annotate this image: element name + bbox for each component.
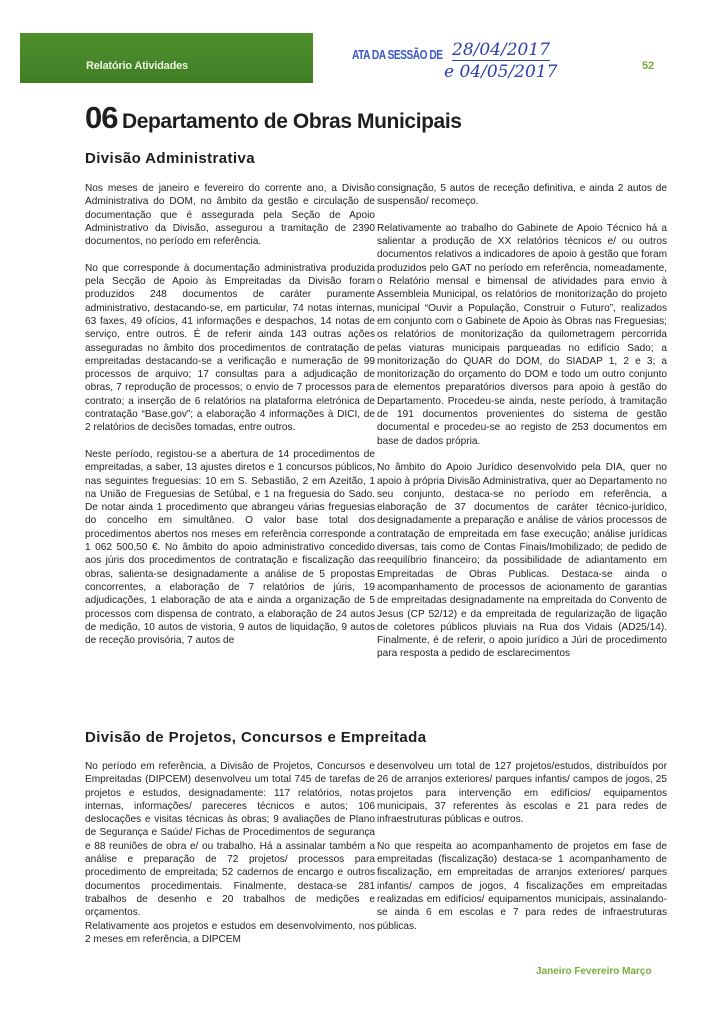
chapter-number: 06 [85, 100, 118, 135]
paragraph: No período em referência, a Divisão de Projetos, Concursos e Empreitadas (DIPCEM) desenvolveu um total 745 de tarefas de projetos e estudos, designadamente: 117 relatórios, notas internas, informações/ pareceres técnicos e autos; 106 deslocações e visitas técnicas às obras; 9 avaliações de Plano de Segurança e Saúde/ Fichas de Procedimentos de segurança e 88 reuniões de obra e/ ou trabalho. Há a assinalar também a análise e preparação de 72 projetos/ processos para procedimento de empreitada; 52 cadernos de encargo e outros documentos procedimentais. Finalmente, destaca-se 281 trabalhos de desenho e 20 trabalhos de medições e orçamentos. [85, 761, 375, 919]
stamp-label: ATA DA SESSÃO DE [352, 47, 443, 62]
paragraph: No que corresponde à documentação administrativa produzida pela Secção de Apoio às Empreitadas da Divisão foram produzidos 248 documentos de caráter puramente administrativo, destacando-se, em particular, 74 notas internas, 63 faxes, 49 ofícios, 41 informações e despachos, 14 notas de serviço, entre outros. É de referir ainda 143 outras ações asseguradas no âmbito dos procedimentos de contratação de empreitadas destacando-se a verificação e numeração de 99 processos de arquivo; 17 consultas para a adjudicação de obras, 7 reprodução de processos; o envio de 7 processos para contrato; a inserção de 6 relatórios na plataforma eletrónica de contratação “Base.gov”; a elaboração 4 informações à DICI, de 2 relatórios de decisões tomadas, entre outros. [85, 262, 375, 434]
paragraph: Relativamente ao trabalho do Gabinete de Apoio Técnico há a salientar a produção de XX relatórios técnicos e/ ou outros documentos relativos a indicadores de apoio à gestão que foram produzidos pelo GAT no período em referência, nomeadamente, o Relatório mensal e bimensal de atividades para envio à Assembleia Municipal, os relatórios de monitorização do projeto municipal “Ouvir a População, Construir o Futuro”, realizados em conjunto com o Gabinete de Apoio às Obras nas Freguesias; os relatórios de monitorização da quilometragem percorrida pelas viaturas municipais parqueadas no edifício Sado; a monitorização do QUAR do DOM, do SIADAP 1, 2 e 3; a monitorização do orçamento do DOM e todo um outro conjunto de elementos preparatórios diversos para apoio à gestão do Departamento. Procedeu-se ainda, neste período, à tramitação de 191 documentos provenientes do sistema de gestão documental e procedeu-se ao registo de 253 documentos em base de dados própria. [377, 222, 667, 447]
paragraph: consignação, 5 autos de receção definitiva, e ainda 2 autos de suspensão/ recomeço. [377, 183, 667, 208]
report-banner [20, 33, 313, 83]
section-1-left-column [85, 182, 375, 647]
section-heading-administrativa: Divisão Administrativa [85, 150, 255, 167]
paragraph: desenvolveu um total de 127 projetos/estudos, distribuídos por 26 de arranjos exteriores/ parques infantis/ campos de jogos, 25 projetos para intervenção em edifícios/ equipamentos municipais, 37 referentes às escolas e 21 para redes de infraestruturas públicas e outros. [377, 761, 667, 826]
stamp-date-1: 28/04/2017 [452, 40, 550, 60]
paragraph: No que respeita ao acompanhamento de projetos em fase de empreitadas (fiscalização) destaca-se 1 acompanhamento de fiscalização, em empreitadas de arranjos exteriores/ parques infantis/ campos de jogos, 4 fiscalizações em empreitadas realizadas em edifícios/ equipamentos municipais, assinalando-se ainda 6 em escolas e 7 para redes de infraestruturas públicas. [377, 840, 667, 932]
paragraph: No âmbito do Apoio Jurídico desenvolvido pela DIA, quer no apoio à própria Divisão Administrativa, quer ao Departamento no seu conjunto, destaca-se no período em referência, a elaboração de 37 documentos de caráter técnico-jurídico, designadamente a preparação e análise de vários processos de contratação de empreitada em fase execução; análise jurídicas diversas, tais como de Contas Finais/Imobilizado; de pedido de reequilíbrio financeiro; da possibilidade de adiantamento em Empreitadas de Obras Publicas. Destaca-se ainda o acompanhamento de processos de acionamento de garantias de empreitadas designadamente na empreitada do Convento de Jesus (CP 52/12) e da empreitada de regularização de ligação de coletores públicos pluviais na Rua dos Vidais (AD25/14). Finalmente, é de referir, o apoio jurídico a Júri de procedimento para resposta a pedido de esclarecimentos [377, 462, 667, 660]
section-heading-projetos: Divisão de Projetos, Concursos e Empreitada [85, 729, 427, 746]
page-number: 52 [642, 60, 655, 72]
paragraph: Neste período, registou-se a abertura de 14 procedimentos de empreitadas, a saber, 13 ajustes diretos e 1 concursos públicos, nas seguintes freguesias: 10 em S. Sebastião, 2 em Azeitão, 1 na União de Freguesias de Setúbal, e 1 na freguesia do Sado. De notar ainda 1 procedimento que abrangeu várias freguesias do concelho em simultâneo. O valor base total dos procedimentos abertos nos meses em referência corresponde a 1 062 500,50 €. No âmbito do apoio administrativo concedido aos júris dos procedimentos de contratação e fiscalização das obras, salienta-se designadamente a análise de 5 propostas concorrentes, a elaboração de 7 relatórios de júris, 19 adjudicações, 1 elaboração de ata e ainda a organização de 5 processos com dispensa de contrato, a elaboração de 24 autos de medição, 10 autos de vistoria, 9 autos de liquidação, 9 autos de receção provisória, 7 autos de [85, 448, 375, 647]
paragraph: Relativamente aos projetos e estudos em desenvolvimento, nos 2 meses em referência, a DIPCEM [85, 920, 375, 945]
section-2-right-column [377, 760, 667, 933]
chapter-title [85, 100, 462, 136]
paragraph: Nos meses de janeiro e fevereiro do corrente ano, a Divisão Administrativa do DOM, no âmbito da gestão e circulação de documentação que é assegurada pela Seção de Apoio Administrativo da Divisão, assegurou a tramitação de 2390 documentos, no período em referência. [85, 183, 375, 248]
session-stamp [352, 40, 592, 90]
chapter-name: Departamento de Obras Municipais [121, 110, 462, 133]
section-1-right-column [377, 182, 667, 661]
section-2-left-column [85, 760, 375, 946]
banner-label: Relatório Atividades [86, 60, 188, 72]
footer-period: Janeiro Fevereiro Março [536, 966, 652, 977]
stamp-date-2: e 04/05/2017 [444, 62, 558, 82]
